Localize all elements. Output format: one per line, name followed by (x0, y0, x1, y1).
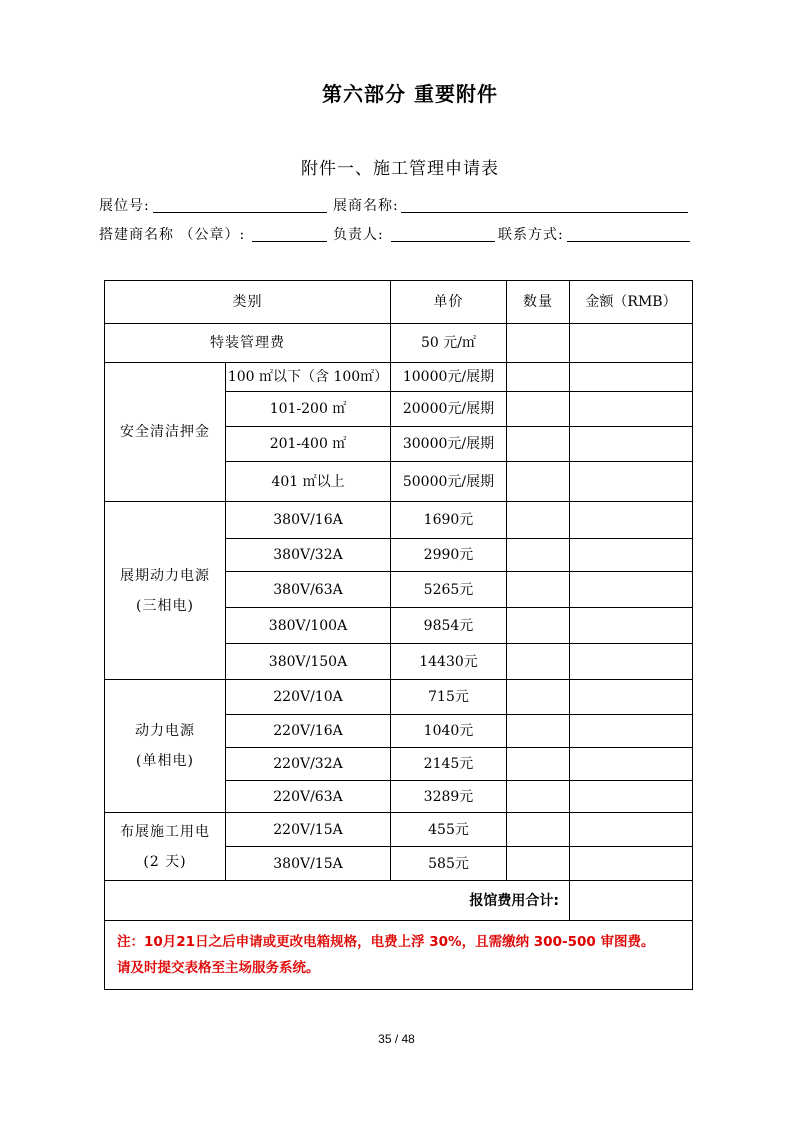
header-unit-price: 单价 (391, 281, 507, 324)
note-line2: 请及时提交表格至主场服务系统。 (117, 960, 320, 976)
price-cell: 30000元/展期 (391, 427, 507, 462)
builder-name-field[interactable] (252, 227, 327, 242)
amount-cell[interactable] (570, 572, 693, 608)
price-cell: 20000元/展期 (391, 392, 507, 427)
contact-field[interactable] (567, 227, 690, 242)
quantity-cell[interactable] (507, 847, 570, 881)
spec-cell: 380V/100A (226, 608, 391, 644)
form-title: 附件一、施工管理申请表 (301, 159, 499, 179)
single-phase-label (105, 680, 226, 813)
total-row (105, 881, 693, 921)
special-fee-label: 特装管理费 (105, 324, 391, 363)
price-cell: 2145元 (391, 748, 507, 781)
amount-cell[interactable] (570, 427, 693, 462)
spec-cell: 101-200 ㎡ (226, 392, 391, 427)
amount-cell[interactable] (570, 608, 693, 644)
amount-cell[interactable] (570, 363, 693, 392)
person-in-charge-field[interactable] (391, 227, 495, 242)
price-cell: 455元 (391, 813, 507, 847)
spec-cell: 100 ㎡以下（含 100㎡） (226, 363, 391, 392)
single-phase-label-line2: (单相电) (136, 753, 194, 769)
price-cell: 1690元 (391, 502, 507, 539)
table-row (105, 363, 693, 392)
spec-cell: 201-400 ㎡ (226, 427, 391, 462)
exhibitor-name-field[interactable] (401, 198, 688, 213)
amount-cell[interactable] (570, 324, 693, 363)
table-row (105, 502, 693, 539)
construction-label (105, 813, 226, 881)
price-cell: 14430元 (391, 644, 507, 680)
price-cell: 715元 (391, 680, 507, 715)
amount-cell[interactable] (570, 680, 693, 715)
quantity-cell[interactable] (507, 748, 570, 781)
price-cell: 2990元 (391, 539, 507, 572)
price-cell: 9854元 (391, 608, 507, 644)
three-phase-label-line2: (三相电) (136, 597, 194, 614)
spec-cell: 380V/63A (226, 572, 391, 608)
spec-cell: 401 ㎡以上 (226, 462, 391, 502)
quantity-cell[interactable] (507, 644, 570, 680)
quantity-cell[interactable] (507, 715, 570, 748)
table-row (105, 324, 693, 363)
spec-cell: 220V/32A (226, 748, 391, 781)
amount-cell[interactable] (570, 644, 693, 680)
page-number: 35 / 48 (378, 1032, 415, 1046)
quantity-cell[interactable] (507, 392, 570, 427)
quantity-cell[interactable] (507, 539, 570, 572)
quantity-cell[interactable] (507, 363, 570, 392)
total-label: 报馆费用合计: (105, 881, 570, 921)
table-row (105, 680, 693, 715)
quantity-cell[interactable] (507, 608, 570, 644)
quantity-cell[interactable] (507, 813, 570, 847)
price-cell: 50000元/展期 (391, 462, 507, 502)
three-phase-label-line1: 展期动力电源 (120, 567, 210, 584)
contact-label: 联系方式: (498, 227, 564, 243)
amount-cell[interactable] (570, 748, 693, 781)
total-amount-cell[interactable] (570, 881, 693, 921)
application-table (104, 280, 693, 990)
part-title: 第六部分 重要附件 (322, 82, 498, 106)
spec-cell: 380V/15A (226, 847, 391, 881)
construction-label-line1: 布展施工用电 (120, 823, 210, 840)
quantity-cell[interactable] (507, 781, 570, 813)
amount-cell[interactable] (570, 813, 693, 847)
spec-cell: 380V/16A (226, 502, 391, 539)
price-cell: 10000元/展期 (391, 363, 507, 392)
amount-cell[interactable] (570, 392, 693, 427)
price-cell: 585元 (391, 847, 507, 881)
exhibitor-name-label: 展商名称: (333, 198, 399, 214)
note-row (105, 921, 693, 990)
header-quantity: 数量 (507, 281, 570, 324)
spec-cell: 380V/150A (226, 644, 391, 680)
three-phase-label (105, 502, 226, 680)
single-phase-label-line1: 动力电源 (135, 723, 195, 739)
deposit-label: 安全清洁押金 (105, 363, 226, 502)
amount-cell[interactable] (570, 462, 693, 502)
table-row (105, 813, 693, 847)
amount-cell[interactable] (570, 502, 693, 539)
price-cell: 1040元 (391, 715, 507, 748)
spec-cell: 220V/15A (226, 813, 391, 847)
note-line1: 注：10月21日之后申请或更改电箱规格，电费上浮 30%，且需缴纳 300-500 审图费。 (117, 934, 655, 950)
spec-cell: 220V/63A (226, 781, 391, 813)
amount-cell[interactable] (570, 715, 693, 748)
quantity-cell[interactable] (507, 502, 570, 539)
quantity-cell[interactable] (507, 572, 570, 608)
quantity-cell[interactable] (507, 462, 570, 502)
price-cell: 5265元 (391, 572, 507, 608)
note (105, 921, 693, 990)
amount-cell[interactable] (570, 781, 693, 813)
header-amount: 金额（RMB） (570, 281, 693, 324)
amount-cell[interactable] (570, 847, 693, 881)
construction-label-line2: (2 天) (143, 853, 187, 870)
price-cell: 3289元 (391, 781, 507, 813)
person-in-charge-label: 负责人: (333, 227, 384, 243)
amount-cell[interactable] (570, 539, 693, 572)
spec-cell: 220V/16A (226, 715, 391, 748)
special-fee-price: 50 元/㎡ (391, 324, 507, 363)
quantity-cell[interactable] (507, 427, 570, 462)
spec-cell: 380V/32A (226, 539, 391, 572)
booth-number-label: 展位号: (99, 198, 150, 214)
header-category: 类别 (105, 281, 391, 324)
spec-cell: 220V/10A (226, 680, 391, 715)
table-header-row (105, 281, 693, 324)
quantity-cell[interactable] (507, 324, 570, 363)
quantity-cell[interactable] (507, 680, 570, 715)
booth-number-field[interactable] (153, 198, 327, 213)
builder-name-label: 搭建商名称 （公章）: (99, 227, 246, 243)
